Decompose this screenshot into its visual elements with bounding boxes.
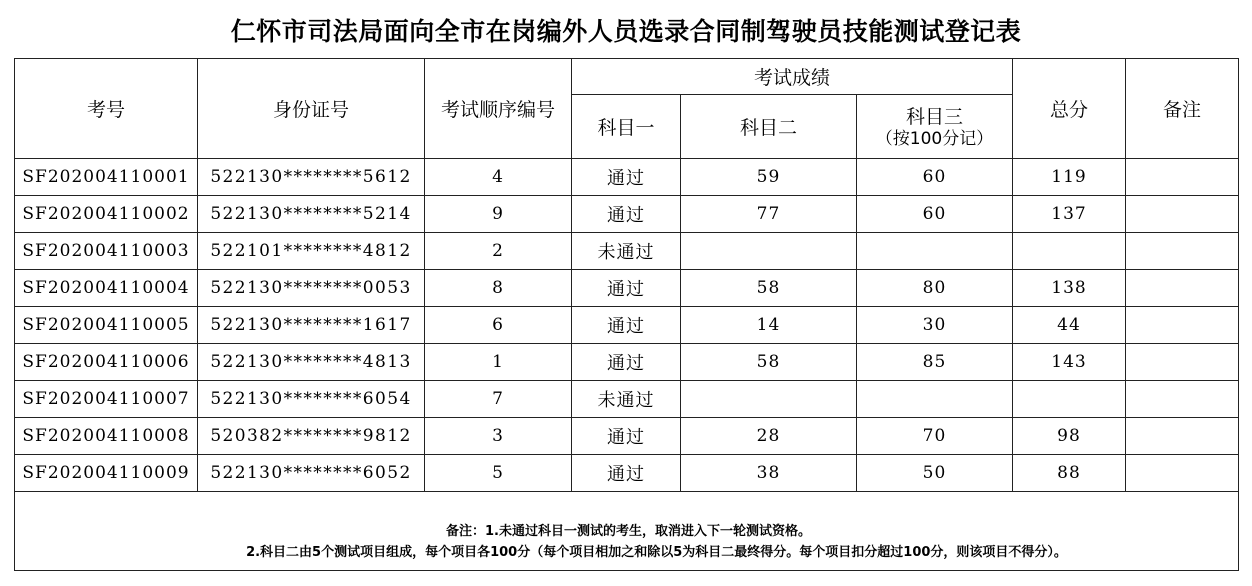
- cell-total: 119: [1013, 159, 1126, 196]
- cell-subject2: [681, 233, 857, 270]
- cell-subject1: 通过: [572, 270, 681, 307]
- table-row: [15, 307, 1239, 344]
- cell-subject3: [857, 381, 1013, 418]
- cell-exam-no: SF202004110002: [15, 196, 198, 233]
- cell-subject1: 通过: [572, 418, 681, 455]
- cell-order: 2: [425, 233, 572, 270]
- cell-subject1: 通过: [572, 344, 681, 381]
- cell-id-no: 522130********1617: [198, 307, 425, 344]
- cell-total: 88: [1013, 455, 1126, 492]
- cell-subject3: 70: [857, 418, 1013, 455]
- header-exam-no: 考号: [15, 59, 198, 159]
- cell-subject3: [857, 233, 1013, 270]
- cell-exam-no: SF202004110006: [15, 344, 198, 381]
- page-title: 仁怀市司法局面向全市在岗编外人员选录合同制驾驶员技能测试登记表: [230, 17, 1022, 46]
- cell-subject2: 77: [681, 196, 857, 233]
- cell-subject2: [681, 381, 857, 418]
- header-subject3-label: 科目三: [905, 105, 963, 128]
- table-row: [15, 233, 1239, 270]
- header-total: 总分: [1013, 59, 1126, 159]
- cell-subject2: 38: [681, 455, 857, 492]
- cell-order: 1: [425, 344, 572, 381]
- header-subject3-note: （按100分记）: [875, 128, 994, 149]
- cell-id-no: 522130********6052: [198, 455, 425, 492]
- cell-remark: [1126, 418, 1239, 455]
- cell-total: 137: [1013, 196, 1126, 233]
- cell-remark: [1126, 455, 1239, 492]
- cell-remark: [1126, 270, 1239, 307]
- note-line-2: 2.科目二由5个测试项目组成，每个项目各100分（每个项目相加之和除以5为科目二最终得分。每个项目扣分超过100分，则该项目不得分）。: [246, 545, 1067, 560]
- cell-subject3: 50: [857, 455, 1013, 492]
- header-id-no: 身份证号: [198, 59, 425, 159]
- cell-exam-no: SF202004110001: [15, 159, 198, 196]
- cell-subject1: 通过: [572, 196, 681, 233]
- table-row: [15, 270, 1239, 307]
- cell-exam-no: SF202004110009: [15, 455, 198, 492]
- cell-order: 7: [425, 381, 572, 418]
- cell-order: 8: [425, 270, 572, 307]
- header-remarks: 备注: [1126, 59, 1239, 159]
- cell-id-no: 522130********6054: [198, 381, 425, 418]
- cell-id-no: 522130********5612: [198, 159, 425, 196]
- cell-exam-no: SF202004110007: [15, 381, 198, 418]
- registration-table: [14, 58, 1239, 571]
- cell-order: 3: [425, 418, 572, 455]
- table-row: [15, 344, 1239, 381]
- cell-total: 143: [1013, 344, 1126, 381]
- header-row-1: [15, 59, 1239, 95]
- cell-total: [1013, 381, 1126, 418]
- cell-subject3: 85: [857, 344, 1013, 381]
- cell-subject2: 28: [681, 418, 857, 455]
- table-row: [15, 418, 1239, 455]
- cell-subject2: 58: [681, 344, 857, 381]
- cell-remark: [1126, 196, 1239, 233]
- cell-exam-no: SF202004110008: [15, 418, 198, 455]
- cell-subject1: 通过: [572, 307, 681, 344]
- table-row: [15, 455, 1239, 492]
- cell-id-no: 522130********4813: [198, 344, 425, 381]
- header-scores-group: 考试成绩: [572, 59, 1013, 95]
- header-subject1: 科目一: [572, 95, 681, 159]
- cell-id-no: 522130********0053: [198, 270, 425, 307]
- cell-subject1: 未通过: [572, 381, 681, 418]
- cell-subject3: 80: [857, 270, 1013, 307]
- notes-row: [15, 492, 1239, 571]
- cell-subject2: 58: [681, 270, 857, 307]
- cell-total: 98: [1013, 418, 1126, 455]
- cell-subject3: 30: [857, 307, 1013, 344]
- cell-subject1: 通过: [572, 455, 681, 492]
- table-row: [15, 159, 1239, 196]
- cell-order: 6: [425, 307, 572, 344]
- cell-order: 9: [425, 196, 572, 233]
- header-order-no: 考试顺序编号: [425, 59, 572, 159]
- cell-remark: [1126, 307, 1239, 344]
- cell-remark: [1126, 381, 1239, 418]
- cell-id-no: 522130********5214: [198, 196, 425, 233]
- cell-remark: [1126, 344, 1239, 381]
- cell-order: 4: [425, 159, 572, 196]
- cell-total: 44: [1013, 307, 1126, 344]
- cell-subject3: 60: [857, 159, 1013, 196]
- cell-exam-no: SF202004110003: [15, 233, 198, 270]
- cell-id-no: 520382********9812: [198, 418, 425, 455]
- cell-order: 5: [425, 455, 572, 492]
- header-subject2: 科目二: [681, 95, 857, 159]
- note-line-1: 备注：1.未通过科目一测试的考生，取消进入下一轮测试资格。: [446, 524, 811, 539]
- cell-id-no: 522101********4812: [198, 233, 425, 270]
- cell-remark: [1126, 159, 1239, 196]
- cell-total: 138: [1013, 270, 1126, 307]
- notes-cell: [15, 492, 1239, 571]
- cell-remark: [1126, 233, 1239, 270]
- cell-subject2: 14: [681, 307, 857, 344]
- cell-subject1: 未通过: [572, 233, 681, 270]
- header-subject3: [857, 95, 1013, 159]
- cell-subject1: 通过: [572, 159, 681, 196]
- table-row: [15, 196, 1239, 233]
- cell-total: [1013, 233, 1126, 270]
- cell-subject3: 60: [857, 196, 1013, 233]
- cell-subject2: 59: [681, 159, 857, 196]
- table-row: [15, 381, 1239, 418]
- cell-exam-no: SF202004110004: [15, 270, 198, 307]
- cell-exam-no: SF202004110005: [15, 307, 198, 344]
